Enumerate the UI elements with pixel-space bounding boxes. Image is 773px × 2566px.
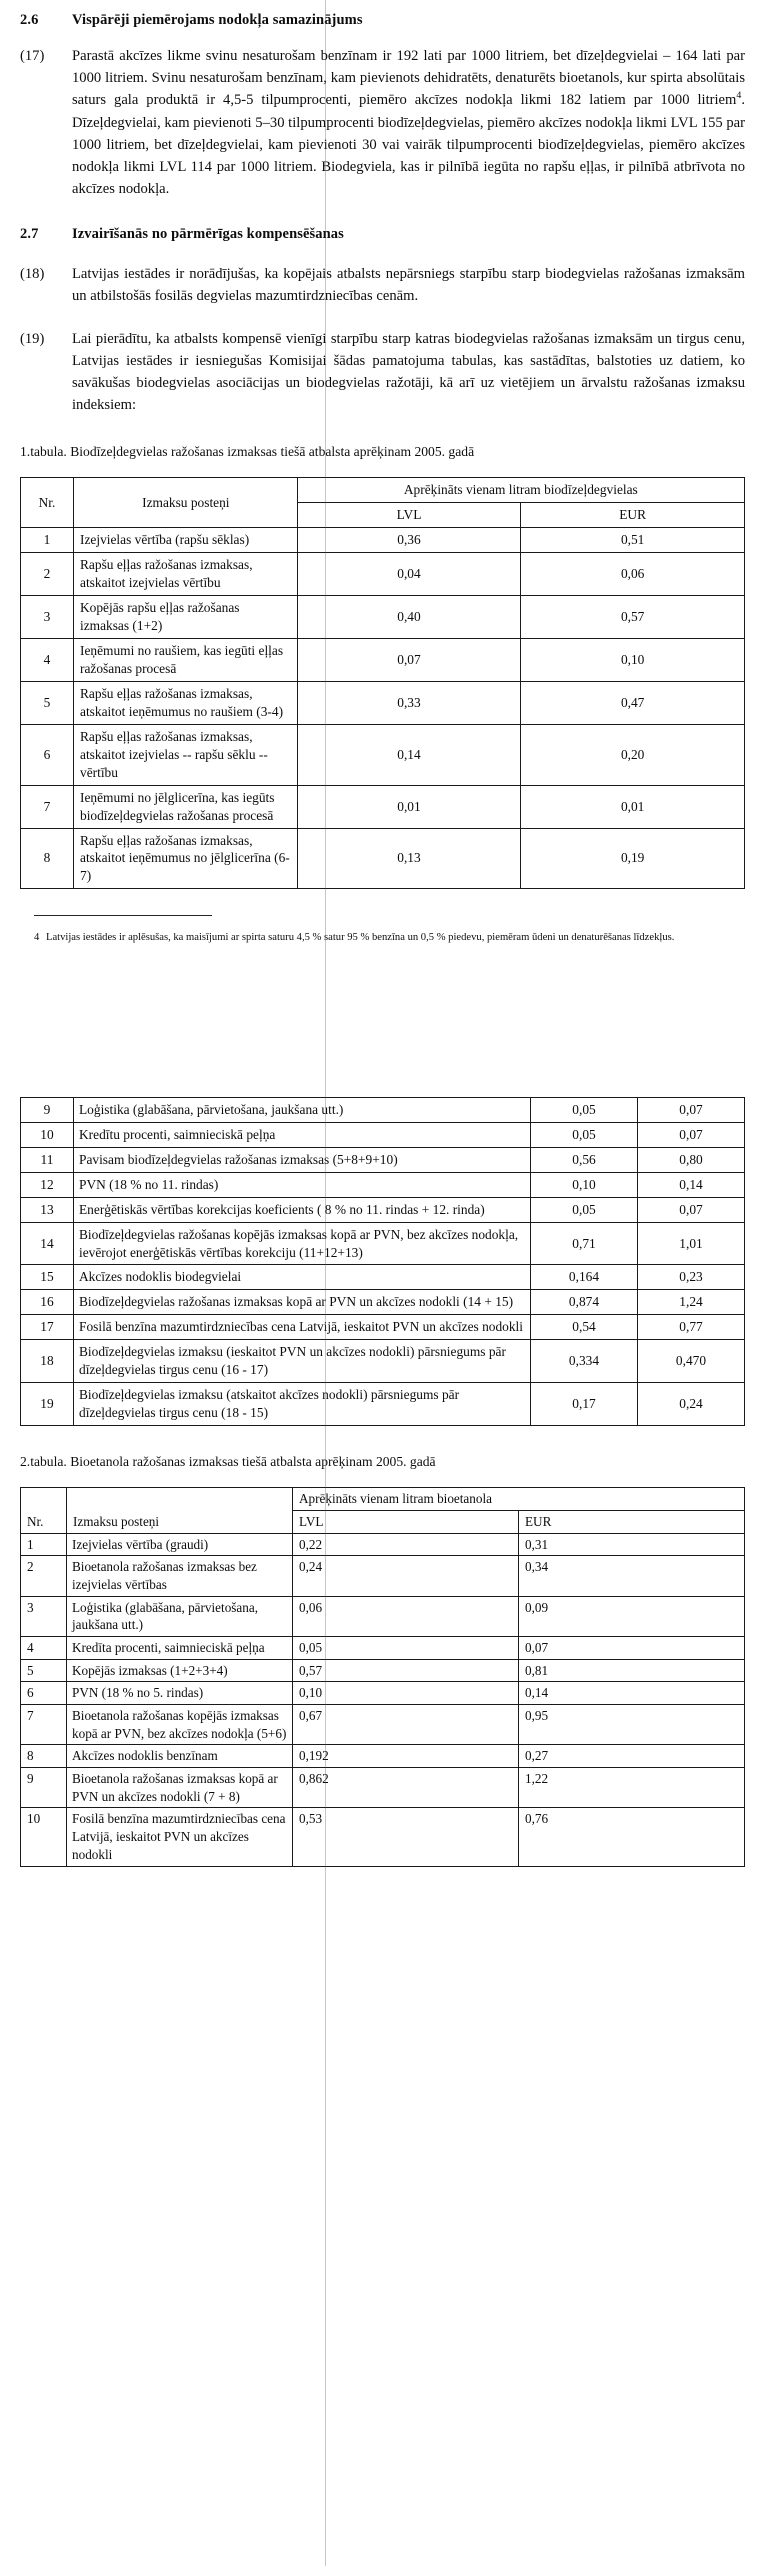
table-row [21,1265,745,1290]
cell-lvl: 0,04 [297,553,521,596]
header-span-per-litre: Aprēķināts vienam litram biodīzeļdegvielas [297,478,744,503]
footnote-reference-4[interactable]: 4 [736,90,742,102]
paragraph-18 [20,263,745,307]
cell-item: Fosilā benzīna mazumtirdzniecības cena Latvijā, ieskaitot PVN un akcīzes nodokli [74,1315,531,1340]
cell-lvl: 0,06 [293,1596,519,1636]
cell-item: Biodīzeļdegvielas ražošanas izmaksas kopā ar PVN un akcīzes nodokli (14 + 15) [74,1290,531,1315]
table-2-caption: 2.tabula. Bioetanola ražošanas izmaksas tiešā atbalsta aprēķinam 2005. gadā [20,1454,436,1470]
table-row [21,1636,745,1659]
cell-nr: 7 [21,785,74,828]
cell-lvl: 0,14 [297,724,521,785]
cell-lvl: 0,05 [531,1122,638,1147]
cell-lvl: 0,334 [531,1340,638,1383]
cell-item: Biodīzeļdegvielas izmaksu (atskaitot akcīzes nodokli) pārsniegums pār dīzeļdegvielas tirgus cenu (18 - 15) [74,1383,531,1426]
table-row [21,1383,745,1426]
table-biodiesel-costs-part-2 [20,1097,745,1426]
cell-lvl: 0,54 [531,1315,638,1340]
cell-nr: 10 [21,1122,74,1147]
table-row [21,528,745,553]
cell-eur: 0,20 [521,724,745,785]
table-row [21,1222,745,1265]
cell-lvl: 0,33 [297,681,521,724]
cell-lvl: 0,40 [297,596,521,639]
cell-nr: 9 [21,1097,74,1122]
cell-nr: 11 [21,1147,74,1172]
cell-lvl: 0,192 [293,1745,519,1768]
cell-eur: 0,47 [521,681,745,724]
cell-eur: 0,19 [521,828,745,889]
cell-nr: 1 [21,1533,67,1556]
cell-eur: 0,07 [638,1197,745,1222]
cell-lvl: 0,05 [531,1197,638,1222]
paragraph-body: Latvijas iestādes ir norādījušas, ka kopējais atbalsts nepārsniegs starpību starp biodegvielas ražošanas izmaksām un atbilstošās fosilās degvielas mazumtirdzniecības cenām. [72,266,745,305]
cell-nr: 5 [21,681,74,724]
cell-lvl: 0,67 [293,1705,519,1745]
section-heading-2-7 [20,226,745,243]
cell-item: Akcīzes nodoklis benzīnam [67,1745,293,1768]
cell-nr: 2 [21,553,74,596]
cell-nr: 8 [21,1745,67,1768]
cell-item: Bioetanola ražošanas izmaksas bez izejvielas vērtības [67,1556,293,1596]
cell-nr: 17 [21,1315,74,1340]
cell-lvl: 0,07 [297,638,521,681]
cell-eur: 0,27 [519,1745,745,1768]
cell-eur: 0,76 [519,1808,745,1866]
cell-nr: 9 [21,1768,67,1808]
cell-nr: 14 [21,1222,74,1265]
cell-nr: 8 [21,828,74,889]
cell-eur: 0,80 [638,1147,745,1172]
header-item: Izmaksu posteņi [67,1488,293,1533]
table-row [21,1745,745,1768]
table-row [21,1705,745,1745]
table-header-row-span [21,478,745,503]
cell-eur: 0,23 [638,1265,745,1290]
table-row [21,1340,745,1383]
cell-eur: 0,470 [638,1340,745,1383]
cell-nr: 4 [21,1636,67,1659]
cell-eur: 0,95 [519,1705,745,1745]
section-number: 2.7 [20,226,39,243]
cell-eur: 1,24 [638,1290,745,1315]
cell-nr: 3 [21,596,74,639]
cell-nr: 18 [21,1340,74,1383]
cell-nr: 3 [21,1596,67,1636]
table-row [21,1808,745,1866]
cell-nr: 16 [21,1290,74,1315]
cell-eur: 0,51 [521,528,745,553]
cell-eur: 0,09 [519,1596,745,1636]
table-row [21,681,745,724]
cell-lvl: 0,13 [297,828,521,889]
cell-eur: 0,24 [638,1383,745,1426]
cell-nr: 19 [21,1383,74,1426]
cell-item: Loģistika (glabāšana, pārvietošana, jaukšana utt.) [67,1596,293,1636]
cell-item: Kredīta procenti, saimnieciskā peļņa [67,1636,293,1659]
table-row [21,1556,745,1596]
cell-eur: 0,14 [519,1682,745,1705]
table-body [21,1097,745,1425]
cell-nr: 5 [21,1659,67,1682]
header-lvl: LVL [293,1510,519,1533]
table-row [21,724,745,785]
cell-item: Ieņēmumi no jēlglicerīna, kas iegūts biodīzeļdegvielas ražošanas procesā [74,785,298,828]
cell-lvl: 0,05 [531,1097,638,1122]
paragraph-17 [20,45,745,200]
cell-item: Kredītu procenti, saimnieciskā peļņa [74,1122,531,1147]
cell-item: Biodīzeļdegvielas ražošanas kopējās izmaksas kopā ar PVN, bez akcīzes nodokļa, ievērojot enerģētiskās vērtības korekciju (11+12+13) [74,1222,531,1265]
table-row [21,1147,745,1172]
table-row [21,1097,745,1122]
table-row [21,1122,745,1147]
header-lvl: LVL [297,503,521,528]
paragraph-text-after-footnote: . Dīzeļdegvielai, kam pievienoti 5–30 tilpumprocenti biodīzeļdegvielas, piemēro akcīzes nodokļa likmi LVL 155 par 1000 litriem, bet dīzeļdegvielai, kam pievienoti 30 vai vairāk tilpumprocenti biodīzeļdegvielas, piemēro akcīzes nodokļa likmi LVL 114 par 1000 litriem. Biodegviela, kas ir pilnībā iegūta no rapšu eļļas, ir pilnībā atbrīvota no akcīzes nodokļa. [72,92,745,198]
table-row [21,785,745,828]
table-row [21,596,745,639]
header-eur: EUR [521,503,745,528]
table-row [21,1682,745,1705]
cell-item: Kopējās rapšu eļļas ražošanas izmaksas (1+2) [74,596,298,639]
cell-lvl: 0,874 [531,1290,638,1315]
cell-lvl: 0,36 [297,528,521,553]
cell-lvl: 0,01 [297,785,521,828]
cell-lvl: 0,05 [293,1636,519,1659]
cell-eur: 0,81 [519,1659,745,1682]
section-heading-2-6 [20,12,745,29]
cell-lvl: 0,71 [531,1222,638,1265]
table-bioethanol-costs [20,1487,745,1866]
section-number: 2.6 [20,12,39,28]
cell-eur: 0,14 [638,1172,745,1197]
cell-nr: 7 [21,1705,67,1745]
cell-lvl: 0,56 [531,1147,638,1172]
cell-eur: 0,07 [638,1122,745,1147]
cell-lvl: 0,10 [293,1682,519,1705]
footnote-separator [34,915,212,916]
table-row [21,1172,745,1197]
footnote-4 [20,930,745,946]
paragraph-19 [20,328,745,417]
cell-item: Bioetanola ražošanas izmaksas kopā ar PVN un akcīzes nodokli (7 + 8) [67,1768,293,1808]
header-span-per-litre: Aprēķināts vienam litram bioetanola [293,1488,745,1511]
cell-nr: 4 [21,638,74,681]
cell-lvl: 0,862 [293,1768,519,1808]
cell-nr: 15 [21,1265,74,1290]
table-biodiesel-costs-part-1 [20,477,745,889]
cell-nr: 6 [21,1682,67,1705]
paragraph-body: Lai pierādītu, ka atbalsts kompensē vienīgi starpību starp katras biodegvielas ražošanas izmaksām un tirgus cenu, Latvijas iestādes ir iesniegušas Komisijai šādas pamatojuma tabulas, kas sastādītas, balstoties uz datiem, ko savākušas biodegvielas asociācijas un biodegvielas ražotāji, kā arī uz vietējiem un ārvalstu ražošanas izmaksu indeksiem: [72,330,745,414]
table-header-row-span [21,1488,745,1511]
table-row [21,553,745,596]
table-row [21,1315,745,1340]
cell-lvl: 0,53 [293,1808,519,1866]
cell-nr: 1 [21,528,74,553]
cell-lvl: 0,57 [293,1659,519,1682]
cell-item: Akcīzes nodoklis biodegvielai [74,1265,531,1290]
cell-item: PVN (18 % no 5. rindas) [67,1682,293,1705]
cell-lvl: 0,17 [531,1383,638,1426]
table-row [21,638,745,681]
cell-item: Izejvielas vērtība (graudi) [67,1533,293,1556]
cell-item: Rapšu eļļas ražošanas izmaksas, atskaitot ieņēmumus no jēlglicerīna (6-7) [74,828,298,889]
cell-eur: 0,07 [638,1097,745,1122]
table-row [21,1659,745,1682]
cell-eur: 0,07 [519,1636,745,1659]
header-item: Izmaksu posteņi [74,478,298,528]
table-body [21,1533,745,1866]
paragraph-marker: (17) [20,48,45,64]
cell-item: Pavisam biodīzeļdegvielas ražošanas izmaksas (5+8+9+10) [74,1147,531,1172]
cell-lvl: 0,10 [531,1172,638,1197]
cell-item: Enerģētiskās vērtības korekcijas koeficients ( 8 % no 11. rindas + 12. rinda) [74,1197,531,1222]
paragraph-marker: (19) [20,330,45,347]
cell-eur: 0,10 [521,638,745,681]
table-body [21,528,745,889]
table-row [21,828,745,889]
footnote-text: Latvijas iestādes ir aplēsušas, ka maisījumi ar spirta saturu 4,5 % satur 95 % benzīna un 0,5 % piedevu, piemēram ūdeni un denaturēšanas līdzekļus. [46,932,675,944]
paragraph-marker: (18) [20,266,45,283]
table-row [21,1533,745,1556]
cell-eur: 0,01 [521,785,745,828]
cell-item: Rapšu eļļas ražošanas izmaksas, atskaitot izejvielas vērtību [74,553,298,596]
cell-item: Izejvielas vērtība (rapšu sēklas) [74,528,298,553]
cell-eur: 1,01 [638,1222,745,1265]
cell-eur: 1,22 [519,1768,745,1808]
cell-eur: 0,34 [519,1556,745,1596]
cell-lvl: 0,22 [293,1533,519,1556]
cell-nr: 12 [21,1172,74,1197]
cell-lvl: 0,24 [293,1556,519,1596]
table-header [21,1488,745,1533]
cell-item: Fosilā benzīna mazumtirdzniecības cena Latvijā, ieskaitot PVN un akcīzes nodokli [67,1808,293,1866]
table-row [21,1596,745,1636]
cell-eur: 0,06 [521,553,745,596]
cell-nr: 6 [21,724,74,785]
table-1-caption: 1.tabula. Biodīzeļdegvielas ražošanas izmaksas tiešā atbalsta aprēķinam 2005. gadā [20,444,475,460]
cell-nr: 13 [21,1197,74,1222]
cell-eur: 0,31 [519,1533,745,1556]
cell-eur: 0,77 [638,1315,745,1340]
cell-item: PVN (18 % no 11. rindas) [74,1172,531,1197]
cell-nr: 10 [21,1808,67,1866]
header-nr: Nr. [21,1488,67,1533]
cell-item: Biodīzeļdegvielas izmaksu (ieskaitot PVN un akcīzes nodokli) pārsniegums pār dīzeļdegvielas tirgus cenu (16 - 17) [74,1340,531,1383]
table-header [21,478,745,528]
cell-item: Loģistika (glabāšana, pārvietošana, jaukšana utt.) [74,1097,531,1122]
cell-item: Rapšu eļļas ražošanas izmaksas, atskaitot ieņēmumus no raušiem (3-4) [74,681,298,724]
paragraph-body [72,45,745,200]
cell-eur: 0,57 [521,596,745,639]
cell-nr: 2 [21,1556,67,1596]
footnote-marker: 4 [34,932,40,944]
table-row [21,1768,745,1808]
table-row [21,1197,745,1222]
section-title: Izvairīšanās no pārmērīgas kompensēšanas [72,226,344,243]
section-title: Vispārēji piemērojams nodokļa samazinājums [72,12,363,28]
table-row [21,1290,745,1315]
cell-item: Bioetanola ražošanas kopējās izmaksas kopā ar PVN, bez akcīzes nodokļa (5+6) [67,1705,293,1745]
paragraph-text-before-footnote: Parastā akcīzes likme svinu nesaturošam benzīnam ir 192 lati par 1000 litriem, bet dīzeļdegvielai – 164 lati par 1000 litriem. Svinu nesaturošam benzīnam, kam pievienots dehidratēts, denaturēts bioetanols, kur spirta absolūtais saturs gala produktā ir 4,5-5 tilpumprocenti, piemēro akcīzes nodokļa likmi 182 latiem par 1000 litriem [72,48,745,109]
cell-lvl: 0,164 [531,1265,638,1290]
cell-item: Ieņēmumi no raušiem, kas iegūti eļļas ražošanas procesā [74,638,298,681]
header-nr: Nr. [21,478,74,528]
header-eur: EUR [519,1510,745,1533]
cell-item: Kopējās izmaksas (1+2+3+4) [67,1659,293,1682]
cell-item: Rapšu eļļas ražošanas izmaksas, atskaitot izejvielas -- rapšu sēklu -- vērtību [74,724,298,785]
